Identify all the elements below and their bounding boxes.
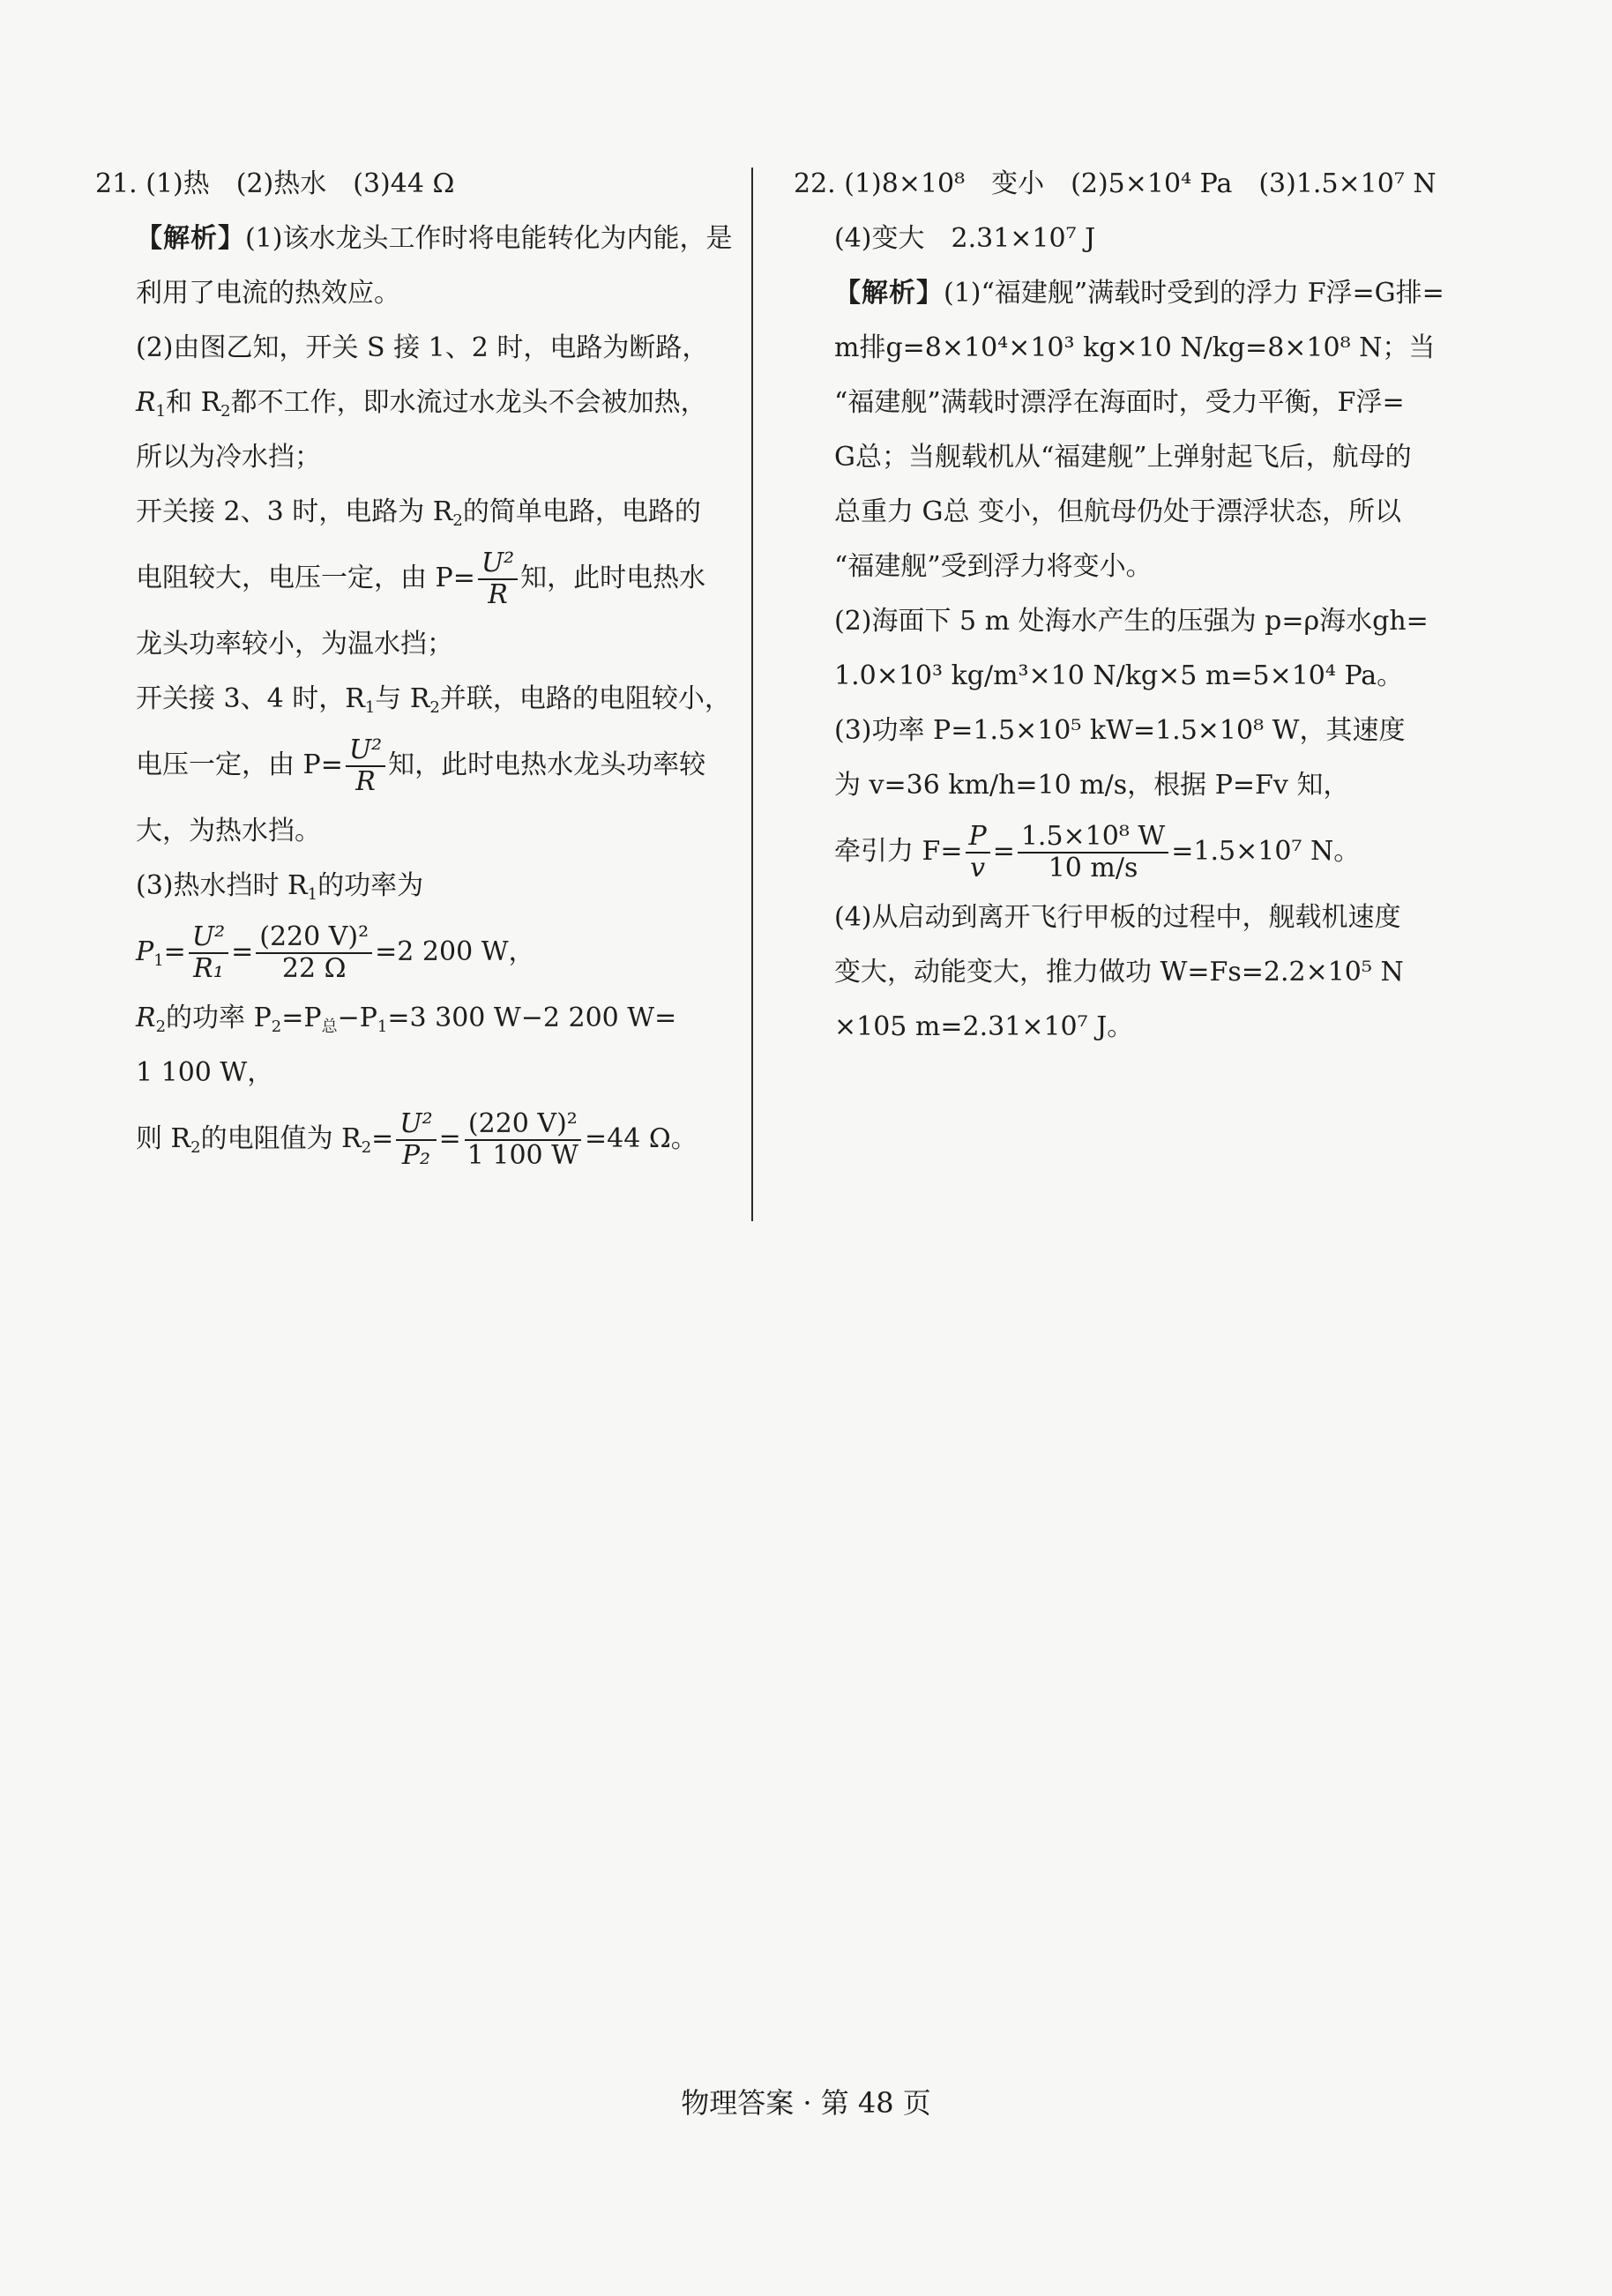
- numerator: U²: [189, 922, 228, 954]
- text: 的简单电路，电路的: [462, 496, 701, 527]
- q21-text-line: [95, 376, 743, 430]
- q21-text-line: 大，为热水挡。: [136, 816, 321, 846]
- q22-text-line: 1.0×10³ kg/m³×10 N/kg×5 m=5×10⁴ Pa。: [834, 660, 1404, 691]
- text: 2: [190, 1138, 201, 1157]
- text: R: [136, 387, 156, 418]
- q21-text-line: [95, 991, 743, 1046]
- text: =: [371, 1123, 394, 1154]
- fraction: [346, 735, 385, 797]
- text: =3 300 W−2 200 W=: [387, 1003, 677, 1033]
- text: =44 Ω。: [585, 1123, 698, 1154]
- denominator: R: [355, 766, 376, 797]
- text: 开关接 3、4 时，R: [136, 683, 365, 714]
- q22-text-line: m排g=8×10⁴×10³ kg×10 N/kg=8×10⁸ N；当: [834, 332, 1436, 363]
- numerator: (220 V)²: [465, 1109, 581, 1141]
- q21-text-line: [95, 485, 743, 540]
- q22-text-line: 为 v=36 km/h=10 m/s，根据 P=Fv 知，: [834, 770, 1350, 801]
- q22-text-line: “福建舰”满载时漂浮在海面时，受力平衡，F浮=: [834, 387, 1405, 418]
- q21-text-line: 利用了电流的热效应。: [136, 278, 400, 309]
- text: 开关接 2、3 时，电路为 R: [136, 496, 453, 527]
- text: 与 R: [375, 683, 430, 714]
- text: 的功率为: [317, 870, 424, 901]
- text: R: [136, 1003, 156, 1033]
- numerator: U²: [478, 548, 518, 580]
- q22-text-line: (3)功率 P=1.5×10⁵ kW=1.5×10⁸ W，其速度: [834, 715, 1406, 746]
- text: (1)“福建舰”满载时受到的浮力 F浮=G排=: [944, 278, 1444, 309]
- text: 总: [321, 1018, 338, 1036]
- text: 2: [155, 1018, 167, 1036]
- text: 都不工作，即水流过水龙头不会被加热，: [230, 387, 707, 418]
- text: =: [438, 1123, 461, 1154]
- text: (3)热水挡时 R: [136, 870, 308, 901]
- fraction: [1018, 822, 1168, 883]
- q22-text-line: G总；当舰载机从“福建舰”上弹射起飞后，航母的: [834, 442, 1412, 473]
- text: 1: [377, 1018, 388, 1036]
- text: −P: [337, 1003, 377, 1033]
- q22-text-line: ×105 m=2.31×10⁷ J。: [834, 1011, 1134, 1042]
- denominator: v: [970, 853, 986, 883]
- numerator: 1.5×10⁸ W: [1018, 822, 1168, 854]
- q22-answers: (4)变大 2.31×10⁷ J: [834, 223, 1096, 254]
- numerator: U²: [346, 735, 385, 767]
- numerator: U²: [396, 1109, 436, 1141]
- text: =1.5×10⁷ N。: [1171, 836, 1361, 867]
- text: =P: [281, 1003, 322, 1033]
- q21-text-line: [95, 672, 743, 727]
- text: 的功率 P: [166, 1003, 272, 1033]
- q21-text-line: 龙头功率较小，为温水挡；: [136, 629, 453, 660]
- text: 知，此时电热水: [520, 563, 706, 593]
- text: P: [136, 936, 154, 967]
- text: 1: [307, 885, 318, 904]
- text: 和 R: [166, 387, 221, 418]
- q22-text-line: (4)从启动到离开飞行甲板的过程中，舰载机速度: [834, 902, 1401, 933]
- text: 1: [155, 402, 167, 421]
- denominator: 1 100 W: [466, 1140, 579, 1171]
- text: (1)该水龙头工作时将电能转化为内能，是: [245, 223, 733, 254]
- text: 1: [153, 951, 164, 970]
- q22-answers: 22. (1)8×10⁸ 变小 (2)5×10⁴ Pa (3)1.5×10⁷ N: [794, 168, 1437, 199]
- text: 2: [220, 402, 231, 421]
- text: 则 R: [136, 1123, 191, 1154]
- text: 牵引力 F=: [834, 836, 963, 867]
- text: 2: [452, 511, 463, 530]
- column-divider: [751, 168, 753, 1221]
- q22-text-line: 变大，动能变大，推力做功 W=Fs=2.2×10⁵ N: [834, 957, 1404, 988]
- q22-formula-line: [794, 813, 1429, 891]
- q21-formula-line: [95, 727, 743, 804]
- text: =: [992, 836, 1015, 867]
- fraction: [464, 1109, 582, 1171]
- numerator: P: [966, 822, 990, 854]
- analysis-tag: 【解析】: [136, 223, 245, 254]
- text: 的电阻值为 R: [200, 1123, 362, 1154]
- analysis-tag: 【解析】: [834, 278, 944, 309]
- q21-text-line: 所以为冷水挡；: [136, 442, 321, 473]
- text: =: [163, 936, 186, 967]
- denominator: 10 m/s: [1048, 853, 1138, 883]
- q22-analysis-line: [794, 266, 1444, 321]
- fraction: [189, 922, 228, 984]
- q21-formula-line: [95, 540, 743, 617]
- denominator: P₂: [401, 1140, 431, 1171]
- fraction: [256, 922, 372, 984]
- numerator: (220 V)²: [256, 922, 372, 954]
- text: =: [231, 936, 254, 967]
- text: 电压一定，由 P=: [136, 749, 343, 780]
- text: 知，此时电热水龙头功率较: [388, 749, 706, 780]
- q21-formula-line: [95, 1100, 743, 1178]
- fraction: [966, 822, 990, 883]
- question-21: [95, 157, 743, 1178]
- q21-text-line: (2)由图乙知，开关 S 接 1、2 时，电路为断路，: [136, 332, 709, 363]
- fraction: [396, 1109, 436, 1171]
- q21-formula-line: [95, 913, 743, 991]
- q21-text-line: [95, 859, 743, 913]
- text: 并联，电路的电阻较小，: [439, 683, 731, 714]
- text: 2: [361, 1138, 372, 1157]
- denominator: 22 Ω: [281, 953, 347, 984]
- text: =2 200 W，: [375, 936, 535, 967]
- text: 电阻较大，电压一定，由 P=: [136, 563, 475, 593]
- q21-text-line: 1 100 W，: [136, 1057, 274, 1088]
- text: 1: [364, 698, 376, 717]
- question-22: [794, 157, 1444, 1055]
- q21-answers: 21. (1)热 (2)热水 (3)44 Ω: [95, 168, 455, 199]
- q22-text-line: “福建舰”受到浮力将变小。: [834, 551, 1153, 582]
- q21-analysis-line: [95, 212, 743, 266]
- denominator: R: [488, 579, 508, 610]
- text: 2: [271, 1018, 282, 1036]
- text: 2: [429, 698, 440, 717]
- denominator: R₁: [193, 953, 224, 984]
- page-footer: 物理答案 · 第 48 页: [681, 2086, 931, 2120]
- q22-text-line: 总重力 G总 变小，但航母仍处于漂浮状态，所以: [834, 496, 1402, 527]
- q22-text-line: (2)海面下 5 m 处海水产生的压强为 p=ρ海水gh=: [834, 606, 1429, 637]
- fraction: [478, 548, 518, 610]
